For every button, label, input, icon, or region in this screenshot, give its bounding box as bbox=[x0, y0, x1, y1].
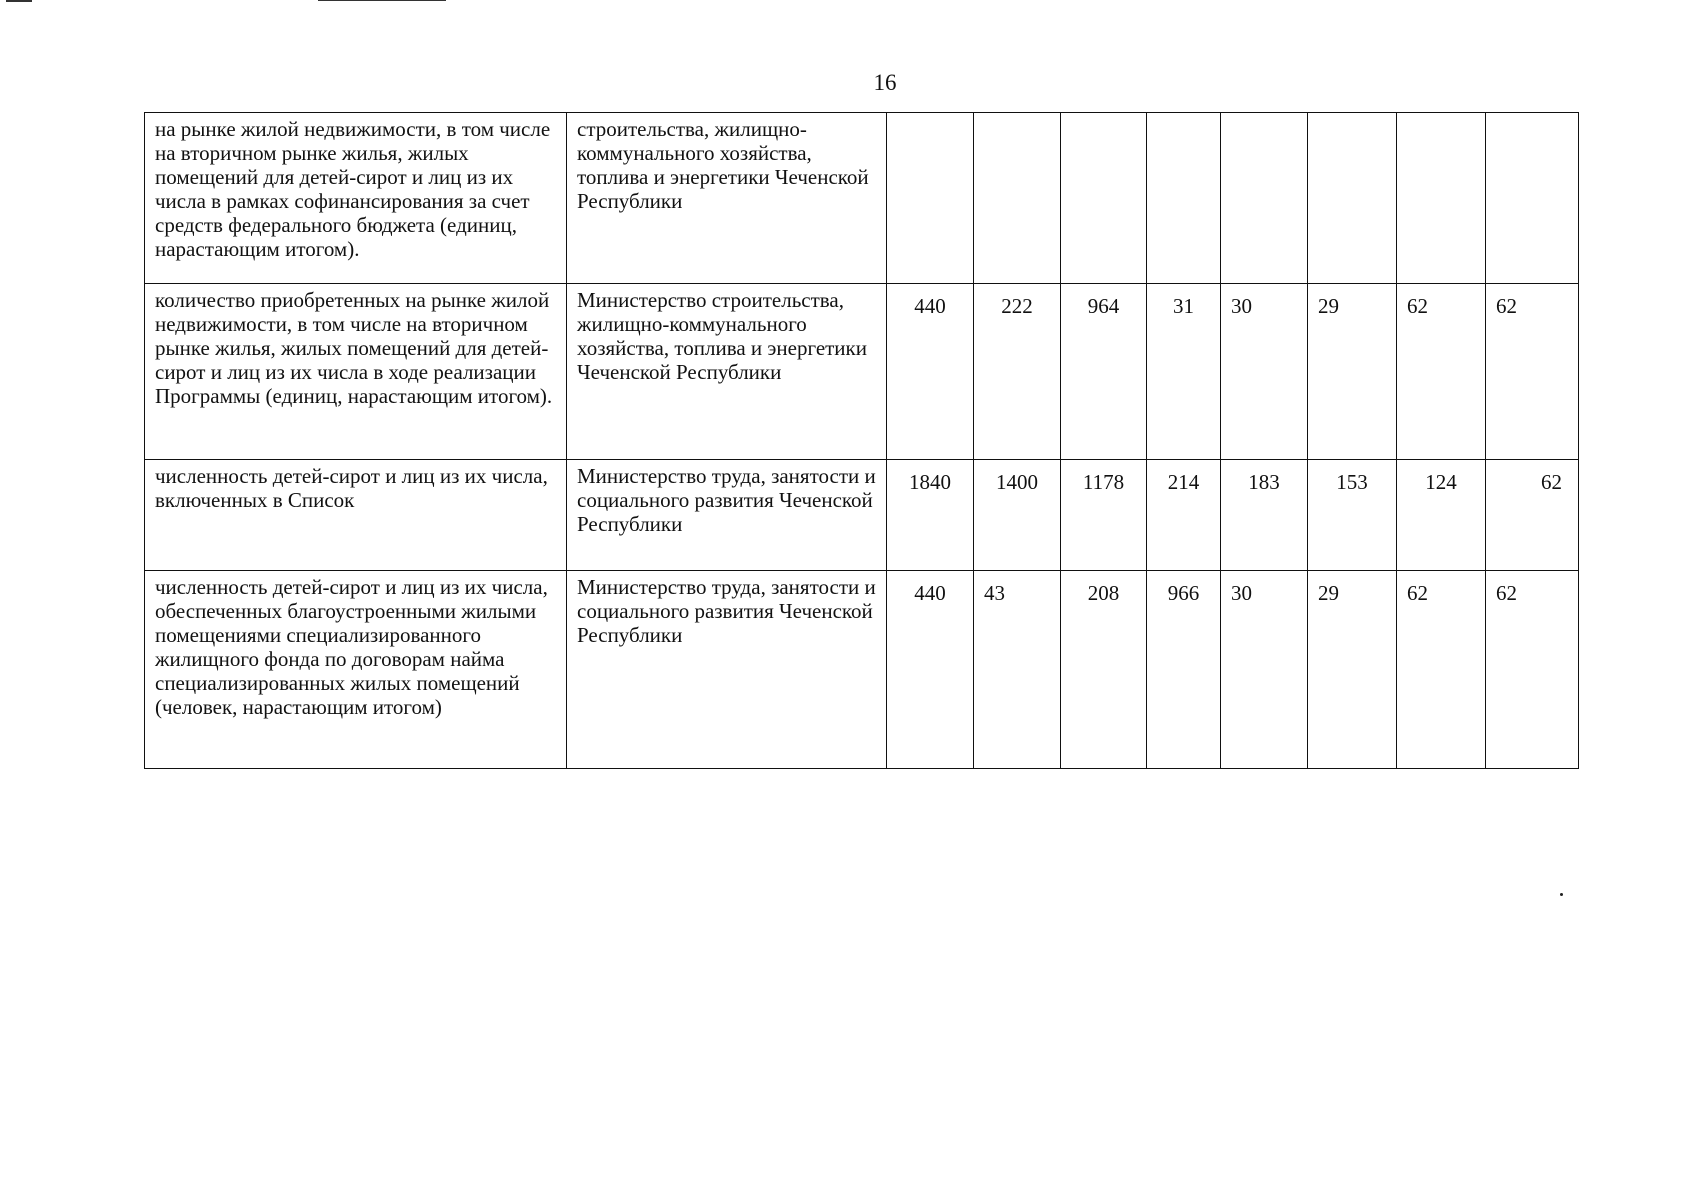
value-cell: 214 bbox=[1147, 460, 1221, 571]
value-cell: 43 bbox=[974, 571, 1061, 769]
value-cell bbox=[1061, 113, 1147, 284]
responsible-cell: Министерство труда, занятости и социального развития Чеченской Республики bbox=[567, 460, 887, 571]
value-cell: 124 bbox=[1397, 460, 1486, 571]
table-row bbox=[145, 284, 1579, 460]
value-cell: 1178 bbox=[1061, 460, 1147, 571]
value-cell: 30 bbox=[1221, 284, 1308, 460]
value-cell bbox=[887, 113, 974, 284]
responsible-cell: строительства, жилищно-коммунального хозяйства, топлива и энергетики Чеченской Республики bbox=[567, 113, 887, 284]
value-cell: 62 bbox=[1486, 571, 1579, 769]
responsible-cell: Министерство строительства, жилищно-коммунального хозяйства, топлива и энергетики Чеченской Республики bbox=[567, 284, 887, 460]
value-cell: 222 bbox=[974, 284, 1061, 460]
responsible-cell: Министерство труда, занятости и социального развития Чеченской Республики bbox=[567, 571, 887, 769]
indicator-cell: численность детей-сирот и лиц из их числа, обеспеченных благоустроенными жилыми помещениями специализированного жилищного фонда по договорам найма специализированных жилых помещений (человек, нарастающим итогом) bbox=[145, 571, 567, 769]
value-cell bbox=[1147, 113, 1221, 284]
value-cell: 62 bbox=[1486, 284, 1579, 460]
value-cell: 31 bbox=[1147, 284, 1221, 460]
page-number: 16 bbox=[873, 70, 897, 95]
indicator-cell: количество приобретенных на рынке жилой недвижимости, в том числе на вторичном рынке жилья, жилых помещений для детей-сирот и лиц из их числа в ходе реализации Программы (единиц, нарастающим итогом). bbox=[145, 284, 567, 460]
value-cell: 1840 bbox=[887, 460, 974, 571]
scan-artifact-line bbox=[318, 0, 446, 1]
value-cell: 1400 bbox=[974, 460, 1061, 571]
indicators-table bbox=[144, 112, 1579, 769]
scan-artifact-line bbox=[6, 0, 32, 2]
value-cell bbox=[1308, 113, 1397, 284]
indicator-cell: численность детей-сирот и лиц из их числа, включенных в Список bbox=[145, 460, 567, 571]
value-cell: 440 bbox=[887, 284, 974, 460]
value-cell: 153 bbox=[1308, 460, 1397, 571]
table-row bbox=[145, 460, 1579, 571]
value-cell: 440 bbox=[887, 571, 974, 769]
value-cell: 62 bbox=[1486, 460, 1579, 571]
value-cell: 966 bbox=[1147, 571, 1221, 769]
value-cell: 964 bbox=[1061, 284, 1147, 460]
value-cell: 29 bbox=[1308, 284, 1397, 460]
value-cell bbox=[1397, 113, 1486, 284]
value-cell: 183 bbox=[1221, 460, 1308, 571]
stray-dot bbox=[1560, 893, 1563, 896]
table-row bbox=[145, 113, 1579, 284]
indicator-cell: на рынке жилой недвижимости, в том числе на вторичном рынке жилья, жилых помещений для детей-сирот и лиц из их числа в рамках софинансирования за счет средств федерального бюджета (единиц, нарастающим итогом). bbox=[145, 113, 567, 284]
value-cell: 62 bbox=[1397, 284, 1486, 460]
value-cell bbox=[974, 113, 1061, 284]
value-cell: 62 bbox=[1397, 571, 1486, 769]
value-cell: 29 bbox=[1308, 571, 1397, 769]
value-cell: 208 bbox=[1061, 571, 1147, 769]
value-cell: 30 bbox=[1221, 571, 1308, 769]
table-row bbox=[145, 571, 1579, 769]
value-cell bbox=[1221, 113, 1308, 284]
value-cell bbox=[1486, 113, 1579, 284]
